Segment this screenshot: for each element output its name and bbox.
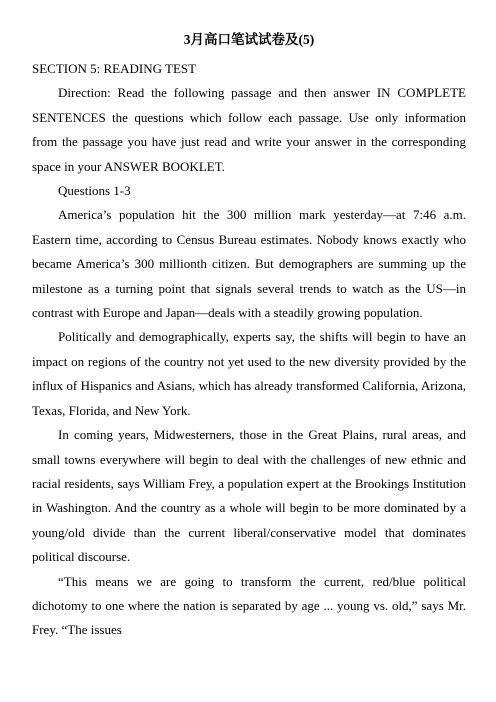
document-title: 3月高口笔试试卷及(5) (183, 32, 315, 47)
direction-paragraph: Direction: Read the following passage and then answer IN COMPLETE SENTENCES the questions which follow each passage. Use only information from the passage you have just read and write your answer in the corresponding space in your ANSWER BOOKLET. (32, 85, 466, 174)
passage-paragraph-1: America’s population hit the 300 million mark yesterday—at 7:46 a.m. Eastern time, according to Census Bureau estimates. Nobody knows exactly who became America’s 300 millionth citizen. But demographers are summing up the milestone as a turning point that signals several trends to watch as the US—in contrast with Europe and Japan—deals with a steadily growing population. (32, 207, 466, 321)
passage-paragraph-2: Politically and demographically, experts say, the shifts will begin to have an impact on regions of the country not yet used to the new diversity provided by the influx of Hispanics and Asians, which has already transformed California, Arizona, Texas, Florida, and New York. (32, 329, 466, 418)
passage-paragraph-4: “This means we are going to transform the current, red/blue political dichotomy to one where the nation is separated by age ... young vs. old,” says Mr. Frey. “The issues (32, 573, 466, 638)
section-heading: SECTION 5: READING TEST (32, 61, 197, 76)
questions-label: Questions 1-3 (58, 183, 131, 199)
document-page (32, 30, 466, 643)
passage-paragraph-3: In coming years, Midwesterners, those in the Great Plains, rural areas, and small towns everywhere will begin to deal with the challenges of new ethnic and racial residents, says William Frey, a population expert at the Brookings Institution in Washington. And the country as a whole will begin to be more dominated by a young/old divide than the current liberal/conservative model that dominates political discourse. (32, 427, 466, 565)
